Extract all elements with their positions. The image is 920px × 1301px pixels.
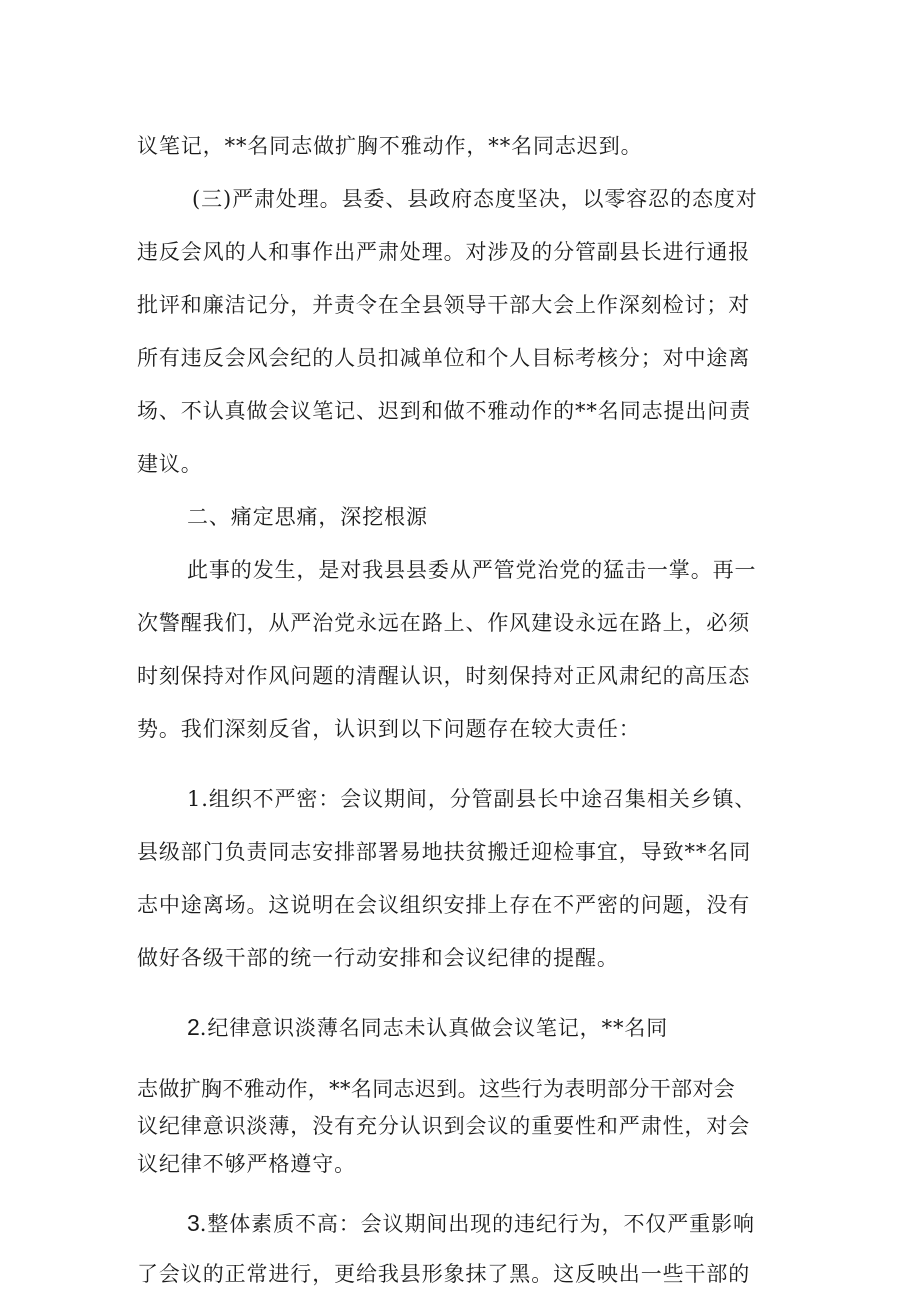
text-line: 所有违反会风会纪的人员扣减单位和个人目标考核分；对中途离 (137, 346, 751, 370)
text-line: 议纪律不够严格遵守。 (137, 1152, 356, 1176)
text-line: 此事的发生，是对我县县委从严管党治党的猛击一掌。再一 (187, 558, 757, 582)
text-line: 次警醒我们，从严治党永远在路上、作风建设永远在路上，必须 (137, 611, 751, 635)
list-item-line (187, 1013, 837, 1042)
text-line: 势。我们深刻反省，认识到以下问题存在较大责任： (137, 717, 641, 741)
text-line: 时刻保持对作风问题的清醒认识，时刻保持对正风肃纪的高压态 (137, 664, 751, 688)
text-line: 议纪律意识淡薄，没有充分认识到会议的重要性和严肃性，对会 (137, 1114, 751, 1138)
list-number: 3 (187, 1210, 200, 1236)
text-line: 县级部门负责同志安排部署易地扶贫搬迁迎检事宜，导致**名同 (137, 840, 752, 864)
text-line: 违反会风的人和事作出严肃处理。对涉及的分管副县长进行通报 (137, 240, 751, 264)
section-heading: 二、痛定思痛，深挖根源 (187, 505, 428, 529)
text-line: 批评和廉洁记分，并责令在全县领导干部大会上作深刻检讨；对 (137, 293, 751, 317)
list-number: 2 (187, 1014, 200, 1040)
text-line: (三)严肃处理。县委、县政府态度坚决，以零容忍的态度对 (192, 187, 758, 211)
text-line: .纪律意识淡薄名同志未认真做会议笔记，**名同 (199, 1016, 669, 1040)
text-line: 场、不认真做会议笔记、迟到和做不雅动作的**名同志提出问责 (137, 399, 752, 423)
text-line: 议笔记，**名同志做扩胸不雅动作，**名同志迟到。 (137, 134, 643, 158)
text-line: 1.组织不严密：会议期间，分管副县长中途召集相关乡镇、 (187, 787, 757, 811)
text-line: 做好各级干部的统一行动安排和会议纪律的提醒。 (137, 946, 619, 970)
text-line: 建议。 (137, 452, 203, 476)
text-line: .整体素质不高：会议期间出现的违纪行为，不仅严重影响 (199, 1212, 755, 1236)
text-line: 了会议的正常进行，更给我县形象抹了黑。这反映出一些干部的 (137, 1262, 751, 1286)
text-line: 志做扩胸不雅动作，**名同志迟到。这些行为表明部分干部对会 (137, 1077, 736, 1101)
list-item-line (187, 1209, 837, 1238)
text-line: 志中途离场。这说明在会议组织安排上存在不严密的问题，没有 (137, 893, 751, 917)
